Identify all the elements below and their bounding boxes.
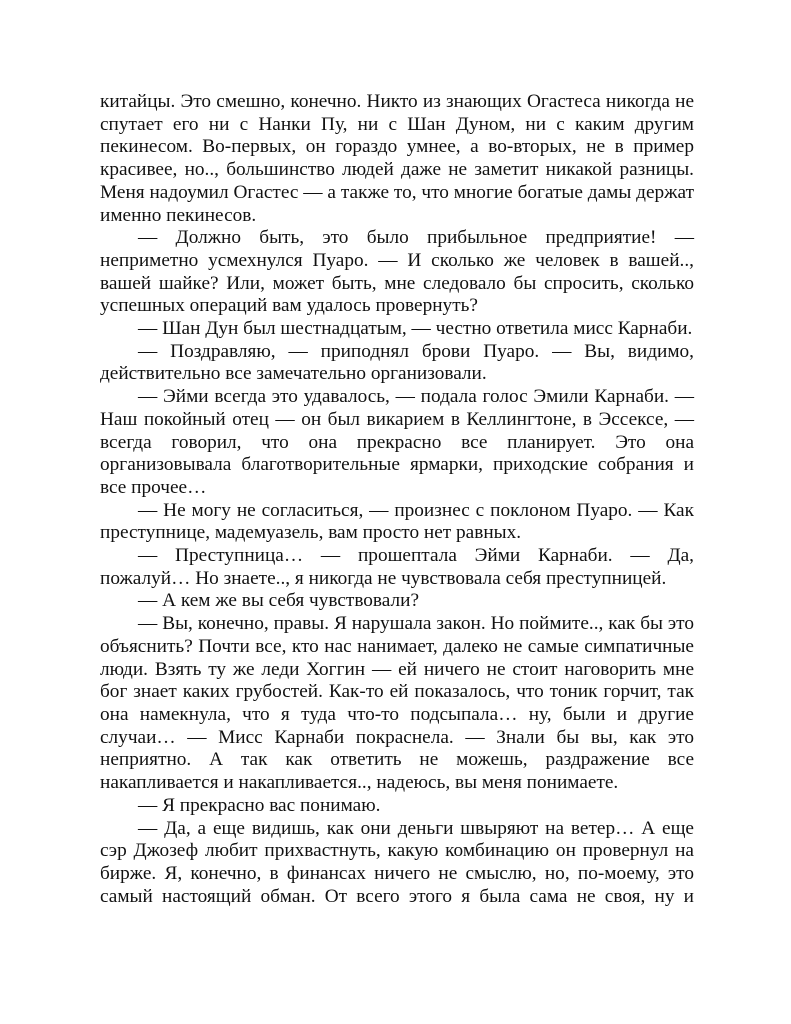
paragraph: — Поздравляю, — приподнял брови Пуаро. — Вы, видимо, действительно все замечательно организовали. xyxy=(100,340,694,385)
paragraph: — Вы, конечно, правы. Я нарушала закон. Но поймите.., как бы это объяснить? Почти все, кто нас нанимает, далеко не самые симпатичные люди. Взять ту же леди Хоггин — ей ничего не стоит наговорить мне бог знает каких грубостей. Как-то ей показалось, что тоник горчит, так она намекнула, что я туда что-то подсыпала… ну, были и другие случаи… — Мисс Карнаби покраснела. — Знали бы вы, как это неприятно. А так как ответить не можешь, раздражение все накапливается и накапливается.., надеюсь, вы меня понимаете. xyxy=(100,613,694,794)
paragraph: — Преступница… — прошептала Эйми Карнаби. — Да, пожалуй… Но знаете.., я никогда не чувствовала себя преступницей. xyxy=(100,545,694,589)
paragraph: — Да, а еще видишь, как они деньги швыряют на ветер… А еще сэр Джозеф любит прихвастнуть, какую комбинацию он провернул на бирже. Я, конечно, в финансах ничего не смыслю, но, по-моему, это самый настоящий обман. От всего этого я была сама не своя, ну и xyxy=(100,817,694,907)
paragraph: — Не могу не согласиться, — произнес с поклоном Пуаро. — Как преступнице, мадемуазель, вам просто нет равных. xyxy=(100,499,694,544)
document-page xyxy=(100,91,694,908)
paragraph: — Шан Дун был шестнадцатым, — честно ответила мисс Карнаби. xyxy=(138,318,693,340)
paragraph: китайцы. Это смешно, конечно. Никто из знающих Огастеса никогда не спутает его ни с Нанки Пу, ни с Шан Дуном, ни с каким другим пекинесом. Во-первых, он гораздо умнее, а во-вторых, не в пример красивее, но.., большинство людей даже не заметит никакой разницы. Меня надоумил Огастес — а также то, что многие богатые дамы держат именно пекинесов. xyxy=(100,91,694,226)
paragraph: — Эйми всегда это удавалось, — подала голос Эмили Карнаби. — Наш покойный отец — он был викарием в Келлингтоне, в Эссексе, — всегда говорил, что она прекрасно все планирует. Это она организовывала благотворительные ярмарки, приходские собрания и все прочее… xyxy=(100,386,694,498)
paragraph: — А кем же вы себя чувствовали? xyxy=(138,590,420,612)
paragraph: — Я прекрасно вас понимаю. xyxy=(138,794,381,816)
paragraph: — Должно быть, это было прибыльное предприятие! — неприметно усмехнулся Пуаро. — И сколько же человек в вашей.., вашей шайке? Или, может быть, мне следовало бы спросить, сколько успешных операций вам удалось провернуть? xyxy=(100,227,694,317)
